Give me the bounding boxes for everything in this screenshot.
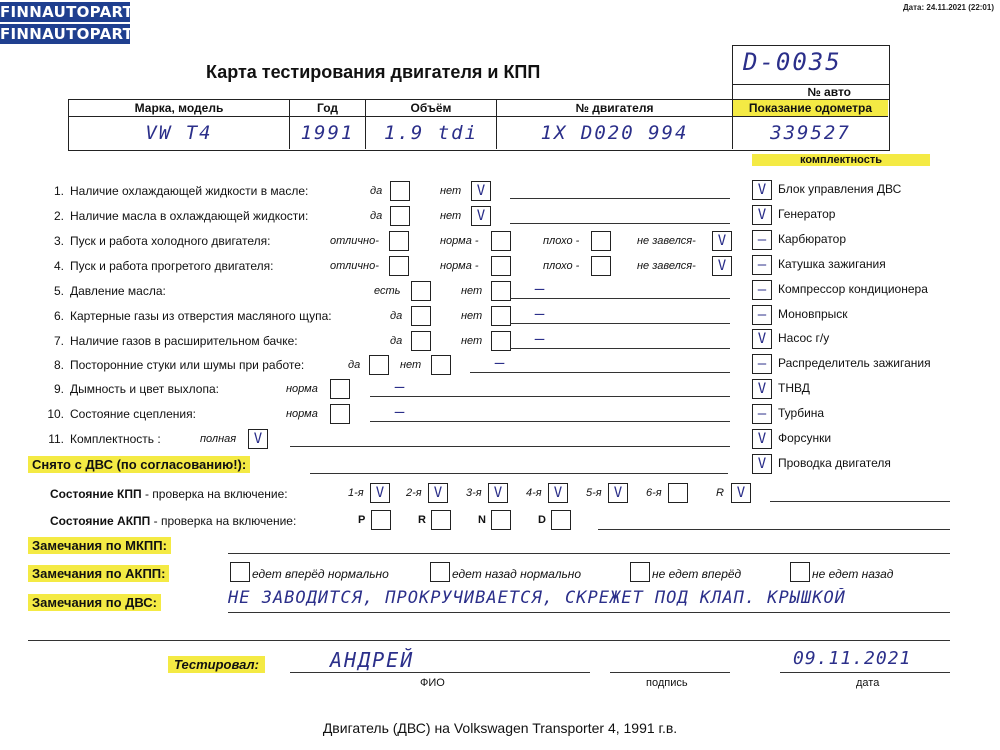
question-option-label: норма - bbox=[440, 260, 479, 272]
question-number: 5. bbox=[53, 284, 64, 298]
kpp-gear-checkbox[interactable]: V bbox=[488, 483, 508, 503]
vehicle-table bbox=[68, 99, 890, 151]
component-checkbox[interactable]: — bbox=[752, 230, 772, 250]
question-handwritten-mark: — bbox=[535, 304, 547, 323]
removed-line bbox=[310, 473, 728, 474]
question-checkbox[interactable] bbox=[369, 355, 389, 375]
question-checkbox[interactable] bbox=[411, 281, 431, 301]
question-number: 7. bbox=[53, 334, 64, 348]
component-checkbox[interactable]: V bbox=[752, 429, 772, 449]
question-option-label: да bbox=[390, 310, 403, 322]
akpp-remark-label: едет вперёд нормально bbox=[252, 567, 389, 581]
date-value: 09.11.2021 bbox=[793, 648, 912, 669]
tested-label: Тестировал: bbox=[168, 656, 265, 673]
component-checkbox[interactable]: V bbox=[752, 205, 772, 225]
question-checkbox[interactable] bbox=[389, 256, 409, 276]
question-text: Наличие газов в расширительном бачке: bbox=[70, 334, 298, 348]
question-option-label: да bbox=[370, 210, 383, 222]
dvs-remarks-line-2 bbox=[28, 640, 950, 641]
question-checkbox[interactable] bbox=[591, 231, 611, 251]
dvs-remarks-text: НЕ ЗАВОДИТСЯ, ПРОКРУЧИВАЕТСЯ, СКРЕЖЕТ ПОД КЛАП. КРЫШКОЙ bbox=[228, 588, 846, 608]
question-option-label: отлично- bbox=[330, 235, 379, 247]
question-checkbox[interactable] bbox=[491, 331, 511, 351]
akpp-sub: - проверка на включение: bbox=[150, 514, 297, 528]
date-label: дата bbox=[856, 677, 880, 689]
component-label: Блок управления ДВС bbox=[778, 182, 902, 196]
kpp-label: Состояние КПП bbox=[50, 487, 142, 501]
kpp-row bbox=[50, 487, 288, 501]
kpp-gear-label: 1-я bbox=[348, 487, 364, 499]
akpp-mode-checkbox[interactable] bbox=[551, 510, 571, 530]
form-title: Карта тестирования двигателя и КПП bbox=[206, 62, 541, 82]
question-number: 2. bbox=[53, 209, 64, 223]
akpp-remark-label: не едет вперёд bbox=[652, 567, 742, 581]
question-option-label: плохо - bbox=[543, 235, 580, 247]
tester-name: АНДРЕЙ bbox=[330, 648, 415, 672]
component-checkbox[interactable]: V bbox=[752, 379, 772, 399]
question-number: 1. bbox=[53, 184, 64, 198]
component-label: ТНВД bbox=[778, 381, 810, 396]
question-number: 11. bbox=[48, 432, 64, 446]
fio-line bbox=[290, 672, 590, 673]
removed-label: Снято с ДВС (по согласованию!): bbox=[28, 456, 250, 473]
col-volume: Объём bbox=[366, 100, 497, 117]
question-answer-line bbox=[290, 446, 730, 447]
question-option-label: не завелся- bbox=[637, 260, 696, 272]
question-option-label: нет bbox=[400, 359, 422, 371]
akpp-mode-label: N bbox=[478, 514, 486, 526]
date-line bbox=[780, 672, 950, 673]
component-checkbox[interactable]: — bbox=[752, 354, 772, 374]
kpp-gear-checkbox[interactable] bbox=[668, 483, 688, 503]
component-label: Моновпрыск bbox=[778, 306, 848, 321]
component-label: Карбюратор bbox=[778, 231, 847, 246]
question-handwritten-mark: — bbox=[395, 402, 407, 421]
col-odometer: Показание одометра bbox=[733, 100, 888, 117]
question-checkbox[interactable]: V bbox=[471, 206, 491, 226]
col-year: Год bbox=[290, 100, 366, 117]
question-handwritten-mark: — bbox=[535, 329, 547, 348]
kpp-gear-label: 4-я bbox=[526, 487, 542, 499]
question-checkbox[interactable] bbox=[411, 331, 431, 351]
question-checkbox[interactable] bbox=[431, 355, 451, 375]
question-checkbox[interactable]: V bbox=[248, 429, 268, 449]
component-label: Катушка зажигания bbox=[778, 256, 886, 271]
col-engine-no: № двигателя bbox=[497, 100, 733, 117]
kpp-gear-checkbox[interactable]: V bbox=[370, 483, 390, 503]
question-option-label: нет bbox=[440, 210, 462, 222]
component-checkbox[interactable]: — bbox=[752, 280, 772, 300]
kpp-gear-checkbox[interactable]: V bbox=[608, 483, 628, 503]
question-text: Пуск и работа прогретого двигателя: bbox=[70, 259, 274, 273]
question-number: 3. bbox=[53, 234, 64, 248]
question-checkbox[interactable] bbox=[330, 379, 350, 399]
akpp-remark-checkbox[interactable] bbox=[630, 562, 650, 582]
akpp-mode-label: P bbox=[358, 514, 366, 526]
component-label: Турбина bbox=[778, 406, 825, 421]
kpp-sub: - проверка на включение: bbox=[141, 487, 288, 501]
doc-number-box bbox=[732, 45, 890, 100]
question-option-label: да bbox=[348, 359, 361, 371]
mkpp-remarks-line bbox=[228, 553, 950, 554]
akpp-line bbox=[598, 529, 950, 530]
kpp-gear-checkbox[interactable]: V bbox=[548, 483, 568, 503]
question-option-label: полная bbox=[200, 433, 237, 445]
question-checkbox[interactable]: V bbox=[471, 181, 491, 201]
question-checkbox[interactable] bbox=[591, 256, 611, 276]
question-answer-line bbox=[370, 421, 730, 422]
component-checkbox[interactable]: — bbox=[752, 305, 772, 325]
question-option-label: отлично- bbox=[330, 260, 379, 272]
question-answer-line bbox=[470, 372, 730, 373]
component-checkbox[interactable]: V bbox=[752, 329, 772, 349]
question-number: 10. bbox=[47, 407, 64, 421]
akpp-remark-label: едет назад нормально bbox=[452, 567, 582, 581]
question-text: Наличие масла в охлаждающей жидкости: bbox=[70, 209, 309, 223]
kpp-gear-checkbox[interactable]: V bbox=[428, 483, 448, 503]
kpp-gear-label: 2-я bbox=[406, 487, 422, 499]
val-engine-no: 1X D020 994 bbox=[497, 117, 733, 149]
akpp-mode-label: R bbox=[418, 514, 426, 526]
question-option-label: плохо - bbox=[543, 260, 580, 272]
component-label: Форсунки bbox=[778, 431, 832, 445]
brand-logo-2: FINNAUTOPARTS bbox=[0, 25, 145, 43]
date-stamp: Дата: 24.11.2021 (22:01) bbox=[902, 3, 994, 12]
component-checkbox[interactable]: V bbox=[752, 180, 772, 200]
val-volume: 1.9 tdi bbox=[366, 117, 497, 149]
question-answer-line bbox=[370, 396, 730, 397]
akpp-remark-checkbox[interactable] bbox=[430, 562, 450, 582]
photo-caption: Двигатель (ДВС) на Volkswagen Transporter 4, 1991 г.в. bbox=[322, 720, 678, 736]
component-checkbox[interactable]: — bbox=[752, 255, 772, 275]
question-option-label: нет bbox=[461, 335, 483, 347]
question-handwritten-mark: — bbox=[535, 279, 547, 298]
question-checkbox[interactable] bbox=[491, 306, 511, 326]
component-checkbox[interactable]: — bbox=[752, 404, 772, 424]
question-text: Картерные газы из отверстия масляного щупа: bbox=[70, 309, 332, 323]
question-number: 6. bbox=[53, 309, 64, 323]
question-text: Пуск и работа холодного двигателя: bbox=[70, 234, 271, 248]
question-checkbox[interactable]: V bbox=[712, 256, 732, 276]
question-option-label: да bbox=[370, 185, 383, 197]
question-option-label: норма - bbox=[440, 235, 479, 247]
question-answer-line bbox=[510, 348, 730, 349]
question-text: Комплектность : bbox=[70, 432, 161, 446]
doc-number: D-0035 bbox=[743, 48, 842, 76]
question-checkbox[interactable] bbox=[491, 281, 511, 301]
question-answer-line bbox=[510, 298, 730, 299]
col-model: Марка, модель bbox=[69, 100, 290, 117]
akpp-remarks-label: Замечания по АКПП: bbox=[28, 565, 169, 582]
question-checkbox[interactable] bbox=[390, 181, 410, 201]
question-checkbox[interactable] bbox=[330, 404, 350, 424]
akpp-row bbox=[50, 514, 296, 528]
question-option-label: нет bbox=[461, 310, 483, 322]
fio-label: ФИО bbox=[420, 677, 445, 689]
question-text: Посторонние стуки или шумы при работе: bbox=[70, 358, 305, 372]
mkpp-remarks-label: Замечания по МКПП: bbox=[28, 537, 171, 554]
component-label: Генератор bbox=[778, 206, 836, 221]
akpp-mode-checkbox[interactable] bbox=[371, 510, 391, 530]
component-label: Компрессор кондиционера bbox=[778, 281, 928, 296]
question-checkbox[interactable] bbox=[390, 206, 410, 226]
question-option-label: нет bbox=[461, 285, 483, 297]
kpp-gear-label: R bbox=[716, 487, 724, 499]
question-text: Состояние сцепления: bbox=[70, 407, 196, 421]
question-handwritten-mark: — bbox=[395, 377, 407, 396]
question-answer-line bbox=[510, 323, 730, 324]
question-number: 4. bbox=[53, 259, 64, 273]
question-checkbox[interactable] bbox=[411, 306, 431, 326]
component-label: Проводка двигателя bbox=[778, 455, 891, 470]
question-text: Дымность и цвет выхлопа: bbox=[70, 382, 219, 396]
question-text: Наличие охлаждающей жидкости в масле: bbox=[70, 184, 309, 198]
question-option-label: нет bbox=[440, 185, 462, 197]
kpp-gear-label: 3-я bbox=[466, 487, 482, 499]
dvs-remarks-label: Замечания по ДВС: bbox=[28, 594, 161, 611]
question-number: 8. bbox=[53, 358, 64, 372]
signature-label: подпись bbox=[646, 677, 688, 689]
akpp-mode-label: D bbox=[538, 514, 546, 526]
question-handwritten-mark: — bbox=[495, 353, 507, 372]
question-option-label: норма bbox=[286, 408, 318, 420]
kpp-gear-checkbox[interactable]: V bbox=[731, 483, 751, 503]
question-answer-line bbox=[510, 223, 730, 224]
question-option-label: норма bbox=[286, 383, 318, 395]
akpp-remark-checkbox[interactable] bbox=[230, 562, 250, 582]
question-checkbox[interactable] bbox=[491, 231, 511, 251]
component-label: Распределитель зажигания bbox=[778, 356, 931, 371]
question-number: 9. bbox=[53, 382, 64, 396]
component-checkbox[interactable]: V bbox=[752, 454, 772, 474]
component-label: Насос г/у bbox=[778, 331, 830, 346]
question-option-label: не завелся- bbox=[637, 235, 696, 247]
question-checkbox[interactable] bbox=[389, 231, 409, 251]
completeness-title: комплектность bbox=[752, 154, 930, 166]
akpp-remark-label: не едет назад bbox=[812, 567, 894, 581]
brand-logo-1: FINNAUTOPARTS bbox=[0, 3, 145, 21]
question-answer-line bbox=[510, 198, 730, 199]
signature-line bbox=[610, 672, 730, 673]
question-checkbox[interactable] bbox=[491, 256, 511, 276]
val-year: 1991 bbox=[290, 117, 366, 149]
question-checkbox[interactable]: V bbox=[712, 231, 732, 251]
question-text: Давление масла: bbox=[70, 284, 166, 298]
dvs-remarks-line-1 bbox=[228, 612, 950, 613]
kpp-gear-label: 5-я bbox=[586, 487, 602, 499]
question-option-label: да bbox=[390, 335, 403, 347]
akpp-mode-checkbox[interactable] bbox=[491, 510, 511, 530]
val-model: VW T4 bbox=[69, 117, 290, 149]
val-odometer: 339527 bbox=[770, 122, 851, 144]
kpp-line bbox=[770, 501, 950, 502]
akpp-label: Состояние АКПП bbox=[50, 514, 151, 528]
akpp-mode-checkbox[interactable] bbox=[431, 510, 451, 530]
akpp-remark-checkbox[interactable] bbox=[790, 562, 810, 582]
question-option-label: есть bbox=[374, 285, 401, 297]
doc-number-label: № авто bbox=[733, 84, 889, 99]
kpp-gear-label: 6-я bbox=[646, 487, 662, 499]
